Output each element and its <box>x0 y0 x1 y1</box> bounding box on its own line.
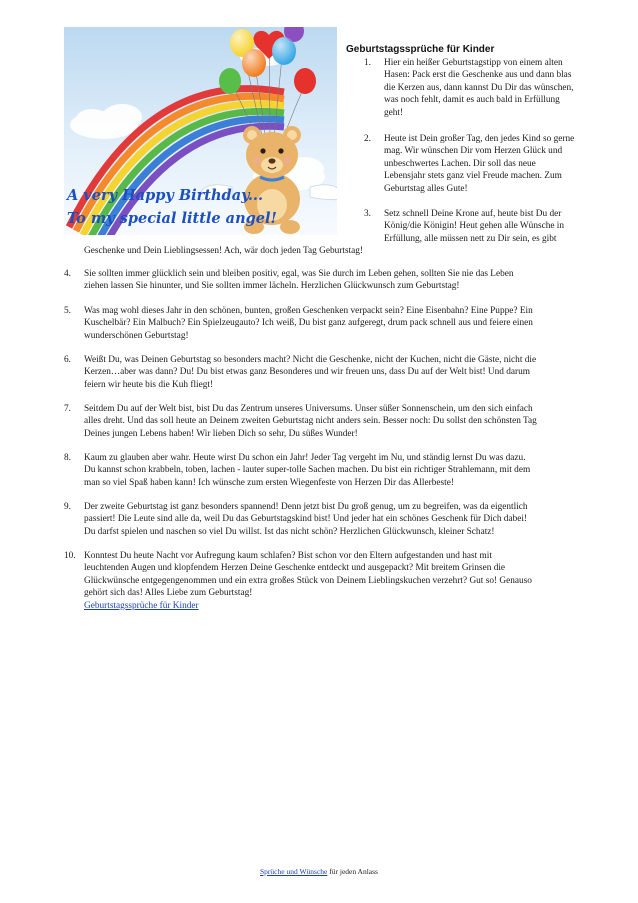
item-text: Geschenke und Dein Lieblingsessen! Ach, wär doch jeden Tag Geburtstag! <box>84 246 364 256</box>
item-number: 2. <box>364 134 371 144</box>
image-caption-line2: To my special little angel! <box>67 210 277 227</box>
item-text: Hier ein heißer Geburtstagstipp von einem alten Hasen: Pack erst die Geschenke aus und dann blas die Kerzen aus, dann kannst Du Dir das wünschen, was noch fehlt, damit es auch bald in Erfüllung geht! <box>384 58 574 118</box>
footer-link[interactable]: Sprüche und Wünsche <box>260 867 328 876</box>
list-item <box>64 305 624 342</box>
list-item <box>64 501 624 538</box>
list-item <box>64 403 624 440</box>
list-item-continuation <box>84 245 614 257</box>
item-text: Heute ist Dein großer Tag, den jedes Kind so gerne mag. Wir wünschen Dir vom Herzen Glück und unbeschwertes Lachen. Dir soll das neue Lebensjahr stets ganz viel Freude machen. Zum Geburtstag alles Gute! <box>384 134 575 194</box>
item-text: Der zweite Geburtstag ist ganz besonders spannend! Denn jetzt bist Du groß genug, um zu begreifen, was da eigentlich passiert! Die Leute sind alle da, weil Du das Geburtstagskind bist! Und jeder hat ein schönes Geschenk für Dich dabei! Du darfst spielen und naschen so viel Du willst. Ist das nicht schön? Herzlichen Glückwunsch, kleiner Schatz! <box>84 502 528 537</box>
item-text: Konntest Du heute Nacht vor Aufregung kaum schlafen? Bist schon vor den Eltern aufgestanden und hast mit leuchtenden Augen und klopfendem Herzen Deine Geschenke entdeckt und ausgepackt? Mit breitem Grinsen die Glückwünsche entgegengenommen und ein extra großes Stück von Deinem Lieblingskuchen verzehrt? Gut so! Genauso gehört sich das! Alles Liebe zum Geburtstag! Geburtstagssprüche für Kinder <box>84 550 624 612</box>
item-number: 5. <box>64 306 71 316</box>
item-text: Seitdem Du auf der Welt bist, bist Du das Zentrum unseres Universums. Unser süßer Sonnenschein, um den sich einfach alles dreht. Und das soll heute an Deinem zweiten Geburtstag nicht anders sein. Besser noch: Du sollst den schönsten Tag Deines jungen Lebens haben! Wir lieben Dich so sehr, Du süßes Wunder! <box>84 404 537 439</box>
list-item <box>364 57 614 119</box>
list-item <box>64 268 624 293</box>
item-number: 1. <box>364 58 371 68</box>
list-item <box>64 550 624 612</box>
item-number: 4. <box>64 269 71 279</box>
footer-text: für jeden Anlass <box>327 867 378 876</box>
birthday-image <box>64 27 337 235</box>
item-number: 9. <box>64 502 71 512</box>
source-link[interactable]: Geburtstagssprüche für Kinder <box>84 600 199 611</box>
item-text: Was mag wohl dieses Jahr in den schönen, bunten, großen Geschenken verpackt sein? Eine Eisenbahn? Eine Puppe? Ein Kuschelbär? Ein Malbuch? Ein Spielzeugauto? Ich weiß, Du bist ganz aufgeregt, drum pack schnell aus und feiere einen wunderschönen Geburtstag! <box>84 306 533 341</box>
list-item <box>64 354 624 391</box>
page-title: Geburtstagssprüche für Kinder <box>346 44 495 55</box>
item-text: Weißt Du, was Deinen Geburtstag so besonders macht? Nicht die Geschenke, nicht der Kuchen, nicht die Gäste, nicht die Kerzen…aber was dann? Du! Du bist etwas ganz Besonderes und wir freuen uns, dass Du auf der Welt bist! Und darum feiern wir heute bis die Kuh fliegt! <box>84 355 537 390</box>
page-footer <box>0 867 638 876</box>
item-number: 6. <box>64 355 71 365</box>
image-caption-line1: A very Happy Birthday... <box>67 187 263 204</box>
item-text: Sie sollten immer glücklich sein und bleiben positiv, egal, was Sie durch im Leben gehen, sollten Sie nie das Leben ziehen lassen Sie hinunter, und Sie sollten immer lächeln. Herzlichen Glückwunsch zum Geburtstag! <box>84 269 514 292</box>
list-item <box>364 208 614 245</box>
teddy-bear-balloons-illustration <box>64 27 337 235</box>
item-text: Setz schnell Deine Krone auf, heute bist Du der König/die Königin! Heut gehen alle Wünsche in Erfüllung, alle müssen nett zu Dir sein, es gibt <box>384 209 565 244</box>
list-item <box>364 133 614 195</box>
item-number: 3. <box>364 209 371 219</box>
item-number: 7. <box>64 404 71 414</box>
list-item <box>64 452 624 489</box>
item-text: Kaum zu glauben aber wahr. Heute wirst Du schon ein Jahr! Jeder Tag vergeht im Nu, und ständig lernst Du was dazu. Du kannst schon krabbeln, toben, lachen - lauter super-tolle Sachen machen. Du bist ein richtiger Strahlemann, mit dem man so viel Spaß haben kann! Ich wünsche zum ersten Wiegenfeste von Herzen Dir das Allerbeste! <box>84 453 531 488</box>
item-number: 8. <box>64 453 71 463</box>
item-number: 10. <box>64 551 76 561</box>
